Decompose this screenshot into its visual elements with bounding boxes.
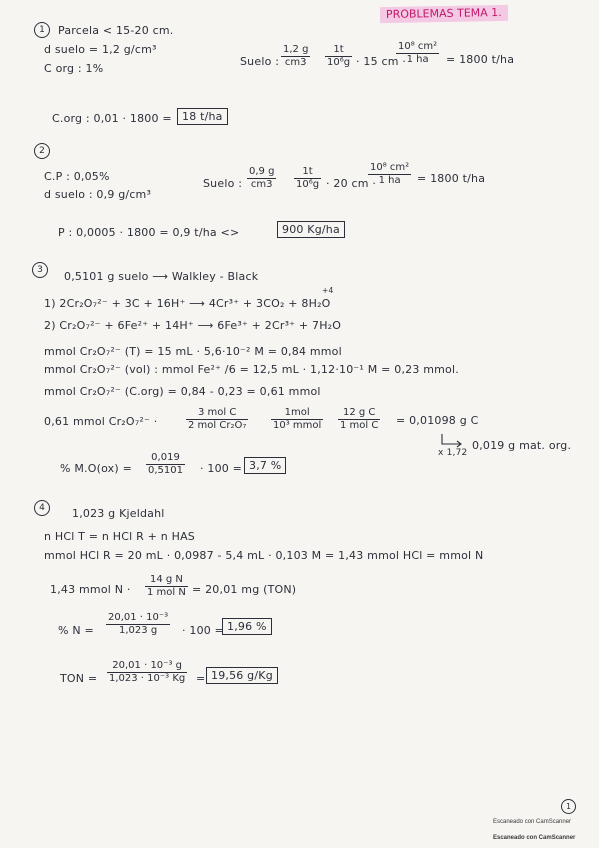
p4-sample: 1,023 g Kjeldahl <box>72 507 165 520</box>
p4-ton-label: TON = <box>60 672 98 685</box>
p3-reaction-1: 1) 2Cr₂O₇²⁻ + 3C + 16H⁺ ⟶ 4Cr³⁺ + 3CO₂ + 8H₂O <box>44 297 331 310</box>
p4-balance: n HCl T = n HCl R + n HAS <box>44 530 195 543</box>
p1-suelo-label: Suelo : <box>240 55 280 68</box>
p3-conversion-start: 0,61 mmol Cr₂O₇²⁻ · <box>44 415 158 428</box>
p1-carbon-calc: C.org : 0,01 · 1800 = <box>52 112 172 125</box>
p3-fraction-percent: $\frac{0,019}{0,5101}$ <box>148 452 183 476</box>
p3-fraction-mol-c: 3 mol C 2 mol Cr₂O₇ <box>188 407 247 431</box>
scanner-watermark-bold: Escaneado con CamScanner <box>493 835 576 841</box>
problem-1-number: 1 <box>34 22 50 38</box>
p4-fraction-nitrogen: 14 g N 1 mol N <box>147 574 186 598</box>
p3-factor: x 1,72 <box>438 448 468 458</box>
p1-data-1: Parcela < 15-20 cm. <box>58 24 174 37</box>
p1-answer-box: 18 t/ha <box>177 108 228 125</box>
p1-fraction-ton: $\frac{1t}{\text{10⁶g}}$ <box>327 44 351 68</box>
p1-fraction-density: $\frac{1,2 g}{cm3}$ <box>283 44 309 68</box>
p4-percent-box: 1,96 % <box>222 618 272 635</box>
p3-organic-matter: 0,019 g mat. org. <box>472 439 572 452</box>
scanner-watermark: Escaneado con CamScanner <box>493 819 572 825</box>
p3-oxidation-state: +4 <box>322 286 334 295</box>
problem-2-number: 2 <box>34 143 50 159</box>
p3-percent-label: % M.O(ox) = <box>60 462 132 475</box>
p1-depth: · 15 cm · <box>356 55 407 68</box>
p4-mmol-hcl: mmol HCl R = 20 mL · 0,0987 - 5,4 mL · 0,103 M = 1,43 mmol HCl = mmol N <box>44 549 484 562</box>
p1-data-3: C org : 1% <box>44 62 104 75</box>
page-title: PROBLEMAS TEMA 1. <box>380 5 508 23</box>
p3-percent-tail: · 100 = <box>200 462 243 475</box>
p4-fraction-percent: $\frac{\text{20,01 · 10⁻³}}{1,023 g}$ <box>108 612 169 636</box>
p3-fraction-mmol: 1mol 10³ mmol <box>273 407 322 431</box>
p2-depth: · 20 cm · <box>326 177 377 190</box>
p2-answer-box: 900 Kg/ha <box>277 221 345 238</box>
p2-fraction-area: $\frac{\text{10⁸ cm²}}{1 ha}$ <box>370 162 410 186</box>
p2-fraction-ton: $\frac{1t}{\text{10⁶g}}$ <box>296 166 320 190</box>
p3-mmol-valued: mmol Cr₂O₇²⁻ (vol) : mmol Fe²⁺ /6 = 12,5 mL · 1,12·10⁻¹ M = 0,23 mmol. <box>44 363 459 376</box>
p3-answer-box: 3,7 % <box>244 457 286 474</box>
p4-ton-box: 19,56 g/Kg <box>206 667 278 684</box>
p2-phosphorus-calc: P : 0,0005 · 1800 = 0,9 t/ha <> <box>58 226 240 239</box>
p4-fraction-ton: $\frac{\text{20,01 · 10⁻³ g}}{\text{1,023 · 10⁻³ Kg}}$ <box>109 660 186 684</box>
p2-data-2: d suelo : 0,9 g/cm³ <box>44 188 152 201</box>
p3-mmol-total: mmol Cr₂O₇²⁻ (T) = 15 mL · 5,6·10⁻² M = 0,84 mmol <box>44 345 342 358</box>
p3-mmol-corg: mmol Cr₂O₇²⁻ (C.org) = 0,84 - 0,23 = 0,61 mmol <box>44 385 321 398</box>
p3-fraction-gram: 12 g C 1 mol C <box>340 407 379 431</box>
problem-4-number: 4 <box>34 500 50 516</box>
p1-data-2: d suelo = 1,2 g/cm³ <box>44 43 157 56</box>
p3-arrow-icon <box>440 432 464 448</box>
p2-result: = 1800 t/ha <box>417 172 486 185</box>
p3-reaction-2: 2) Cr₂O₇²⁻ + 6Fe²⁺ + 14H⁺ ⟶ 6Fe³⁺ + 2Cr³⁺ + 7H₂O <box>44 319 342 332</box>
problem-3-number: 3 <box>32 262 48 278</box>
p2-data-1: C.P : 0,05% <box>44 170 110 183</box>
p3-sample: 0,5101 g suelo ⟶ Walkley - Black <box>64 270 259 283</box>
p2-fraction-density: $\frac{0,9 g}{cm3}$ <box>249 166 275 190</box>
p4-percent-label: % N = <box>58 624 94 637</box>
p1-result: = 1800 t/ha <box>446 53 515 66</box>
p2-suelo-label: Suelo : <box>203 177 243 190</box>
p4-percent-tail: · 100 = <box>182 624 225 637</box>
p4-nitrogen-start: 1,43 mmol N · <box>50 583 131 596</box>
p4-ton-equals: = <box>196 672 206 685</box>
p1-fraction-area: $\frac{\text{10⁸ cm²}}{1 ha}$ <box>398 41 438 65</box>
page-number: 1 <box>561 799 576 814</box>
p3-carbon-result: = 0,01098 g C <box>396 414 479 427</box>
p4-nitrogen-result: = 20,01 mg (TON) <box>192 583 297 596</box>
